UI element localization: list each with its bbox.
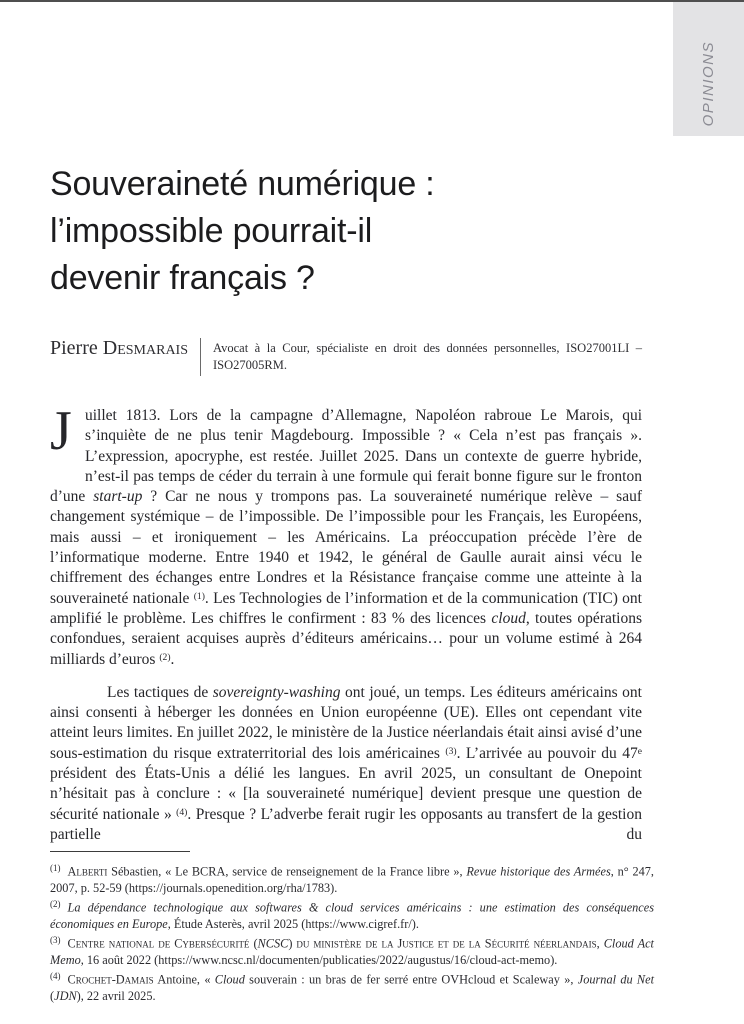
paragraph-1 xyxy=(50,400,642,670)
footnote-rule xyxy=(50,851,190,852)
title-line-2: l’impossible pourrait-il xyxy=(50,212,373,250)
text-run: cloud xyxy=(491,609,526,627)
footnote-4 xyxy=(50,968,654,1004)
text-run: (1) xyxy=(193,590,205,602)
footnote-3-text xyxy=(50,937,654,967)
text-run: Desmarais xyxy=(102,337,189,359)
text-run: . Les Technologies de l’information et de la communication (TIC) ont amplifié le problème. Les chiffres le confirment : 83 % des licences xyxy=(50,589,642,627)
article-content xyxy=(50,0,642,845)
text-run: Sébastien, « Le BCRA, service de renseignement de la France libre », xyxy=(107,864,467,879)
text-run: ? Car ne nous y trompons pas. La souveraineté numérique relève – sauf changement systémique – de l’impossible. De l’impossible pour les Français, les Européens, mais aussi – et ironiquement – les Américains. La préoccupation précède l’ère de l’informatique moderne. Entre 1940 et 1942, le général de Gaulle aurait ainsi vécu le chiffrement des échanges entre Londres et la Résistance française comme une atteinte à la souveraineté nationale xyxy=(50,488,642,607)
text-run: (2) xyxy=(159,651,171,663)
text-run: souverain : un bras de fer serré entre OVHcloud et Scaleway », xyxy=(244,972,578,987)
footnote-1-text xyxy=(50,865,654,895)
text-run: uillet 1813. Lors de la campagne d’Allemagne, Napoléon rabroue Le Marois, qui s’inquiète de ne plus tenir Magdebourg. Impossible ? « Cela n’est pas français ». L’expression, apocryphe, est restée. Juillet 2025. Dans un contexte de guerre hybride, n’est-il pas temps de céder du terrain à une formule qui ferait bonne figure sur le fronton d’une xyxy=(50,407,642,506)
text-run: . xyxy=(170,650,175,668)
text-run: start-up xyxy=(93,488,143,506)
text-run: président des États-Unis a délié les langues. En avril 2025, un consultant de Onepoint n’hésitait pas à conclure : « [la souveraineté numérique] devient presque une question de sécurité nationale » xyxy=(50,765,642,823)
footnote-3-number: (3) xyxy=(50,935,61,946)
text-run: Cloud Act Memo xyxy=(50,936,654,967)
text-run: . L’arrivée au pouvoir du 47 xyxy=(456,744,638,762)
text-run: Crochet-Damais xyxy=(67,972,154,987)
text-run: (4) xyxy=(176,806,188,818)
text-run: ( xyxy=(50,988,55,1003)
text-run: Alberti xyxy=(67,864,108,879)
text-run: ) du ministère de la Justice et de la Sécurité néerlandais xyxy=(288,936,597,951)
text-run: (3) xyxy=(445,745,457,757)
article-body xyxy=(50,400,643,845)
text-run: e xyxy=(637,745,643,757)
text-run: , Étude Asterès, avril 2025 (https://www.cigref.fr/). xyxy=(167,916,419,931)
footnote-4-text xyxy=(50,973,654,1003)
paragraph-1-text xyxy=(50,400,642,668)
footnote-2 xyxy=(50,896,654,932)
text-run: , toutes opérations confondues, seraient acquises auprès d’éditeurs américains… pour un volume estimé à 264 milliards d’euros xyxy=(50,609,642,668)
text-run: Pierre xyxy=(50,337,103,359)
text-run: NCSC xyxy=(257,936,289,951)
text-run: Les tactiques de xyxy=(107,683,213,701)
section-tab-label: OPINIONS xyxy=(700,41,717,127)
text-run: Antoine, « xyxy=(153,972,215,987)
dropcap: J xyxy=(50,400,72,462)
article-title xyxy=(50,161,642,302)
text-run: Centre national de Cybersécurité ( xyxy=(67,936,258,951)
author-name xyxy=(50,336,188,360)
paragraph-2-text xyxy=(50,684,642,843)
paragraph-2 xyxy=(50,683,642,845)
text-run: sovereignty-washing xyxy=(212,683,341,701)
text-run: ont joué, un temps. Les éditeurs américains ont ainsi consenti à héberger les données en Union européenne (UE). Elles ont cependant vite atteint leurs limites. En juillet 2022, le ministère de la Justice néerlandais était ainsi avisé d’une sous-estimation du risque extraterritorial des lois américaines xyxy=(50,683,642,762)
text-run: Cloud xyxy=(214,972,245,987)
footnote-4-number: (4) xyxy=(50,971,61,982)
author-block xyxy=(50,336,642,376)
text-run: La dépendance technologique aux softwares & cloud services américains : une estimation des conséquences économiques en Europe xyxy=(50,900,654,931)
text-run: ), 22 avril 2025. xyxy=(76,988,156,1003)
footnotes xyxy=(50,851,654,1004)
title-line-3: devenir français ? xyxy=(50,259,315,297)
title-line-1: Souveraineté numérique : xyxy=(50,165,435,203)
page-top-edge xyxy=(0,0,744,2)
text-run: , xyxy=(596,936,604,951)
section-tab xyxy=(673,2,744,136)
footnote-3 xyxy=(50,932,654,968)
footnote-2-text xyxy=(50,901,654,931)
author-affiliation: Avocat à la Cour, spécialiste en droit des données personnelles, ISO27001LI – ISO27005RM. xyxy=(213,341,642,372)
text-run: Revue historique des Armées xyxy=(466,864,611,879)
footnote-2-number: (2) xyxy=(50,899,61,910)
footnote-1-number: (1) xyxy=(50,863,61,874)
text-run: . Presque ? L’adverbe ferait rugir les opposants au transfert de la gestion partielle du xyxy=(50,805,642,843)
text-run: , n° 247, 2007, p. 52-59 (https://journals.openedition.org/rha/1783). xyxy=(50,864,654,896)
text-run: Journal du Net xyxy=(577,972,655,987)
text-run: JDN xyxy=(54,988,77,1003)
text-run: , 16 août 2022 (https://www.ncsc.nl/documenten/publicaties/2022/augustus/16/cloud-act-memo). xyxy=(80,952,558,967)
footnote-1 xyxy=(50,860,654,896)
author-divider xyxy=(200,338,201,376)
